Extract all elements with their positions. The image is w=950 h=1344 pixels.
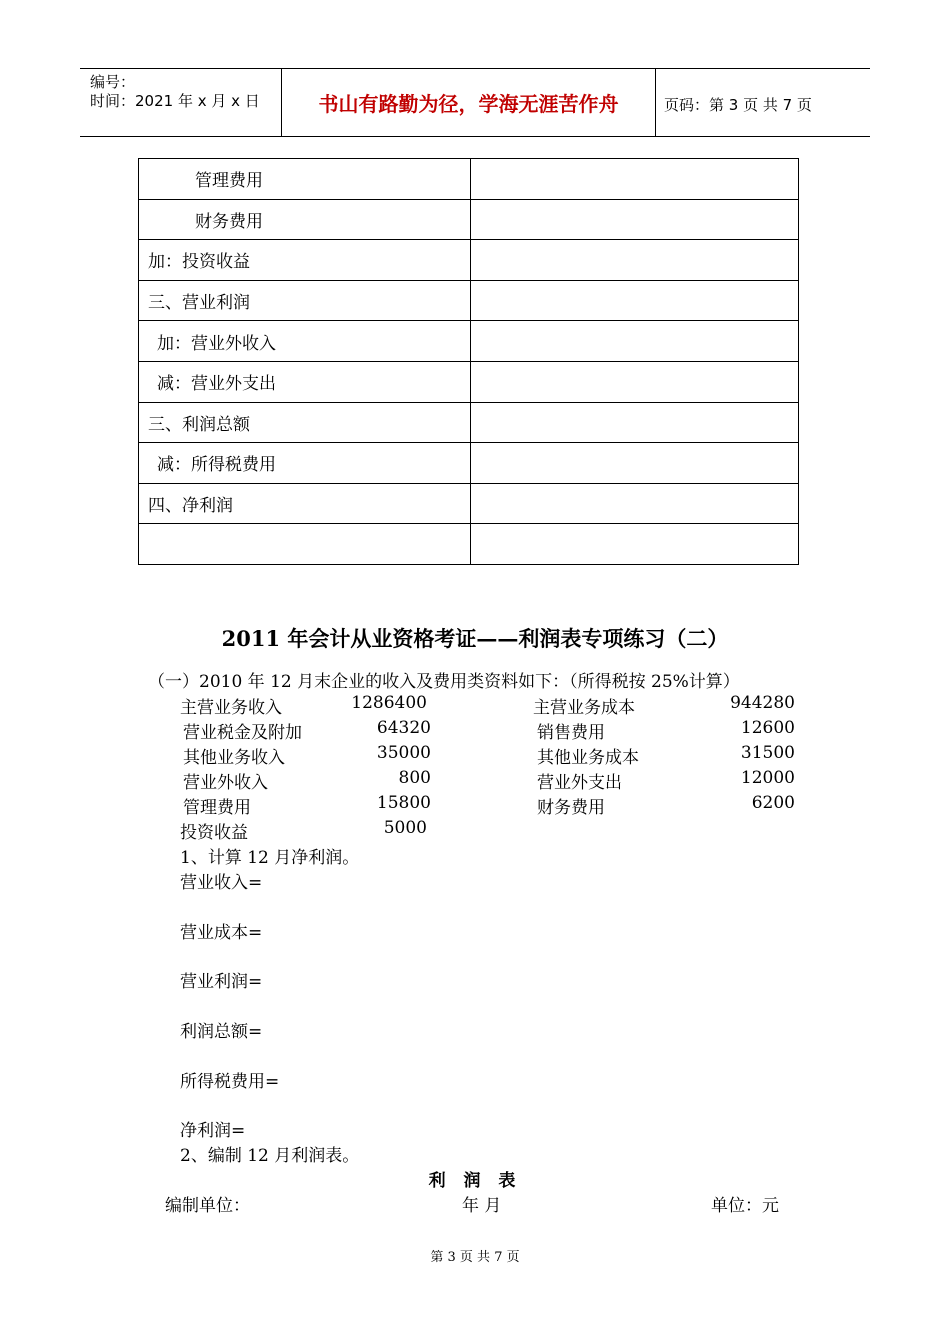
answer-line: 利润总额=	[180, 1022, 263, 1042]
item-label: 财务费用	[537, 798, 605, 818]
table-row	[139, 321, 799, 362]
table-row	[139, 443, 799, 484]
row-label: 三、利润总额	[139, 402, 471, 443]
item-label: 投资收益	[180, 823, 248, 843]
item-value: 12000	[740, 768, 795, 788]
answer-line: 净利润=	[180, 1121, 246, 1141]
row-label: 加：营业外收入	[139, 321, 471, 362]
header-divider	[655, 68, 656, 136]
table-row	[139, 524, 799, 565]
row-label: 财务费用	[139, 199, 471, 240]
row-value	[470, 361, 798, 402]
row-value	[470, 402, 798, 443]
row-value	[470, 159, 798, 200]
item-value: 12600	[740, 718, 795, 738]
row-label: 加：投资收益	[139, 240, 471, 281]
answer-line: 所得税费用=	[180, 1072, 280, 1092]
item-value: 5000	[383, 818, 427, 838]
row-value	[470, 524, 798, 565]
table-row	[139, 199, 799, 240]
time-label: 时间：2021 年 x 月 x 日	[90, 92, 260, 110]
row-value	[470, 280, 798, 321]
row-value	[470, 483, 798, 524]
item-label: 营业外收入	[183, 773, 268, 793]
motto: 书山有路勤为径，学海无涯苦作舟	[318, 91, 619, 116]
item-value: 35000	[376, 743, 431, 763]
date-label: 年 月	[462, 1196, 502, 1216]
item-label: 其他业务收入	[183, 748, 285, 768]
row-label: 三、营业利润	[139, 280, 471, 321]
answer-line: 营业成本=	[180, 923, 263, 943]
item-label: 主营业务收入	[180, 698, 282, 718]
item-label: 主营业务成本	[533, 698, 635, 718]
item-value: 64320	[376, 718, 431, 738]
answer-line: 营业利润=	[180, 972, 263, 992]
item-value: 800	[398, 768, 431, 788]
row-value	[470, 443, 798, 484]
income-statement-table	[138, 158, 799, 565]
row-value	[470, 321, 798, 362]
item-label: 管理费用	[183, 798, 251, 818]
page-footer: 第 3 页 共 7 页	[430, 1250, 520, 1265]
unit-label: 编制单位：	[165, 1196, 250, 1216]
row-label: 减：营业外支出	[139, 361, 471, 402]
item-value: 31500	[740, 743, 795, 763]
code-label: 编号：	[90, 73, 136, 91]
answer-line: 营业收入=	[180, 873, 263, 893]
exercise-title: 2011 年会计从业资格考证——利润表专项练习（二）	[221, 626, 729, 651]
row-value	[470, 199, 798, 240]
table-row	[139, 361, 799, 402]
question-2: 2、编制 12 月利润表。	[180, 1146, 360, 1166]
question-1: 1、计算 12 月净利润。	[180, 848, 360, 868]
table-row	[139, 159, 799, 200]
table-row	[139, 483, 799, 524]
item-value: 944280	[730, 693, 795, 713]
row-label: 管理费用	[139, 159, 471, 200]
item-label: 其他业务成本	[537, 748, 639, 768]
table-title: 利 润 表	[428, 1171, 522, 1191]
row-value	[470, 240, 798, 281]
item-label: 销售费用	[537, 723, 605, 743]
currency-label: 单位：元	[711, 1196, 779, 1216]
table-row	[139, 240, 799, 281]
item-value: 15800	[376, 793, 431, 813]
item-value: 6200	[751, 793, 795, 813]
table-row	[139, 402, 799, 443]
item-label: 营业税金及附加	[183, 723, 302, 743]
item-label: 营业外支出	[537, 773, 622, 793]
page-info: 页码：第 3 页 共 7 页	[664, 96, 812, 114]
row-label: 四、净利润	[139, 483, 471, 524]
exercise-intro: （一）2010 年 12 月末企业的收入及费用类资料如下：（所得税按 25%计算）	[148, 672, 740, 692]
row-label: 减：所得税费用	[139, 443, 471, 484]
item-value: 1286400	[351, 693, 427, 713]
table-row	[139, 280, 799, 321]
header-bottom-rule	[80, 136, 870, 137]
row-label	[139, 524, 471, 565]
